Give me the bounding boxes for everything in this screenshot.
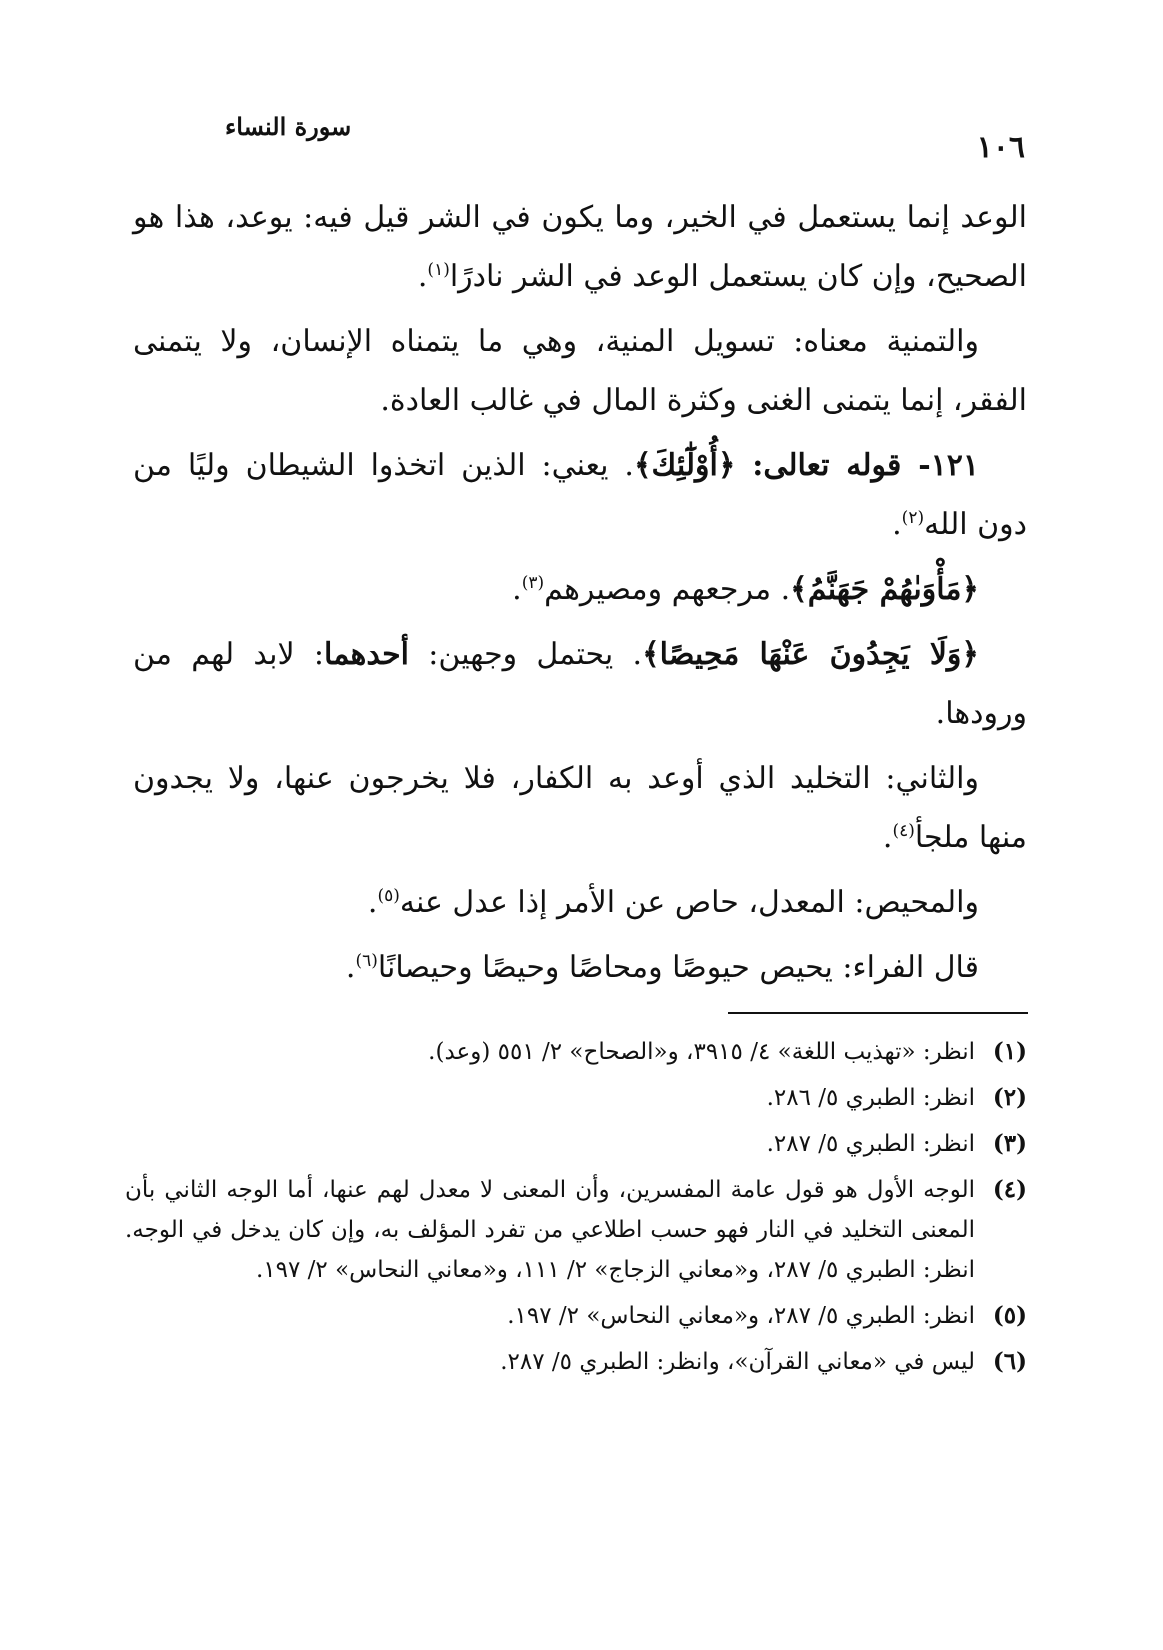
footnotes [125, 1032, 1027, 1388]
footnote-number: (٦) [992, 1348, 1027, 1375]
quran-quote-2: ﴿مَأْوَىٰهُمْ جَهَنَّمُ﴾ [790, 572, 979, 607]
paragraph-4: ﴿مَأْوَىٰهُمْ جَهَنَّمُ﴾. مرجعهم ومصيرهم$^{(٣)}$. [512, 572, 979, 607]
paragraph-1: الوعد إنما يستعمل في الخير، وما يكون في الشر قيل فيه: يوعد، هذا هو الصحيح، وإن كان يستعمل الوعد في الشر نادرًا$^{(١)}$. [133, 200, 1027, 294]
footnote-divider [728, 1012, 1028, 1014]
footnote-number: (٥) [992, 1302, 1027, 1329]
paragraph-3: ١٢١- قوله تعالى: ﴿أُوْلَٰٓئِكَ﴾. يعني: الذين اتخذوا الشيطان وليًا من دون الله$^{(٢)}$. [133, 448, 1027, 542]
surah-title: سورة النساء [225, 112, 352, 141]
footnote-3 [125, 1124, 1027, 1164]
page-number: ١٠٦ [976, 130, 1025, 165]
footnote-text: انظر: الطبري ٥/ ٢٨٦. [766, 1085, 975, 1111]
running-header [135, 108, 1025, 165]
paragraph-2: والتمنية معناه: تسويل المنية، وهي ما يتمناه الإنسان، ولا يتمنى الفقر، إنما يتمنى الغنى وكثرة المال في غالب العادة. [133, 324, 1027, 418]
quran-quote-1: ﴿أُوْلَٰٓئِكَ﴾ [633, 448, 736, 483]
paragraph-5: ﴿وَلَا يَجِدُونَ عَنْهَا مَحِيصًا﴾. يحتمل وجهين: أحدهما: لابد لهم من ورودها. [133, 637, 1027, 731]
footnote-number: (٤) [992, 1176, 1027, 1203]
footnote-text: انظر: «تهذيب اللغة» ٤/ ٣٩١٥، و«الصحاح» ٢/ ٥٥١ (وعد). [428, 1039, 975, 1065]
footnote-1 [125, 1032, 1027, 1072]
paragraph-7: والمحيص: المعدل، حاص عن الأمر إذا عدل عنه$^{(٥)}$. [367, 885, 979, 920]
paragraph-6: والثاني: التخليد الذي أوعد به الكفار، فلا يخرجون عنها، ولا يجدون منها ملجأ$^{(٤)}$. [133, 761, 1027, 855]
footnote-6 [125, 1342, 1027, 1382]
footnote-text: انظر: الطبري ٥/ ٢٨٧، و«معاني النحاس» ٢/ ١٩٧. [507, 1303, 975, 1329]
footnote-ref-4[interactable]: (٤) [892, 821, 915, 841]
footnote-number: (٣) [992, 1130, 1027, 1157]
footnote-ref-1[interactable]: (١) [427, 260, 450, 280]
footnote-ref-5[interactable]: (٥) [377, 886, 400, 906]
footnote-text: ليس في «معاني القرآن»، وانظر: الطبري ٥/ ٢٨٧. [500, 1349, 975, 1375]
paragraph-8: قال الفراء: يحيص حيوصًا ومحاصًا وحيصًا وحيصانًا$^{(٦)}$. [345, 950, 979, 985]
footnote-4 [125, 1170, 1027, 1290]
verse-number-lead: ١٢١- قوله تعالى: [735, 448, 980, 483]
footnote-text: الوجه الأول هو قول عامة المفسرين، وأن المعنى لا معدل لهم عنها، أما الوجه الثاني بأن المعنى التخليد في النار فهو حسب اطلاعي من تفرد المؤلف به، وإن كان يدخل في الوجه. انظر: الطبري ٥/ ٢٨٧، و«معاني الزجاج» ٢/ ١١١، و«معاني النحاس» ٢/ ١٩٧. [125, 1177, 975, 1283]
footnote-ref-3[interactable]: (٣) [521, 573, 545, 593]
footnote-5 [125, 1296, 1027, 1336]
footnote-2 [125, 1078, 1027, 1118]
footnote-number: (٢) [992, 1084, 1027, 1111]
main-text [133, 188, 1027, 1003]
first-aspect-label: أحدهما [324, 637, 409, 672]
footnote-text: انظر: الطبري ٥/ ٢٨٧. [766, 1131, 975, 1157]
quran-quote-3: ﴿وَلَا يَجِدُونَ عَنْهَا مَحِيصًا﴾ [642, 637, 979, 672]
footnote-number: (١) [992, 1038, 1027, 1065]
footnote-ref-6[interactable]: (٦) [355, 951, 378, 971]
footnote-ref-2[interactable]: (٢) [901, 508, 925, 528]
